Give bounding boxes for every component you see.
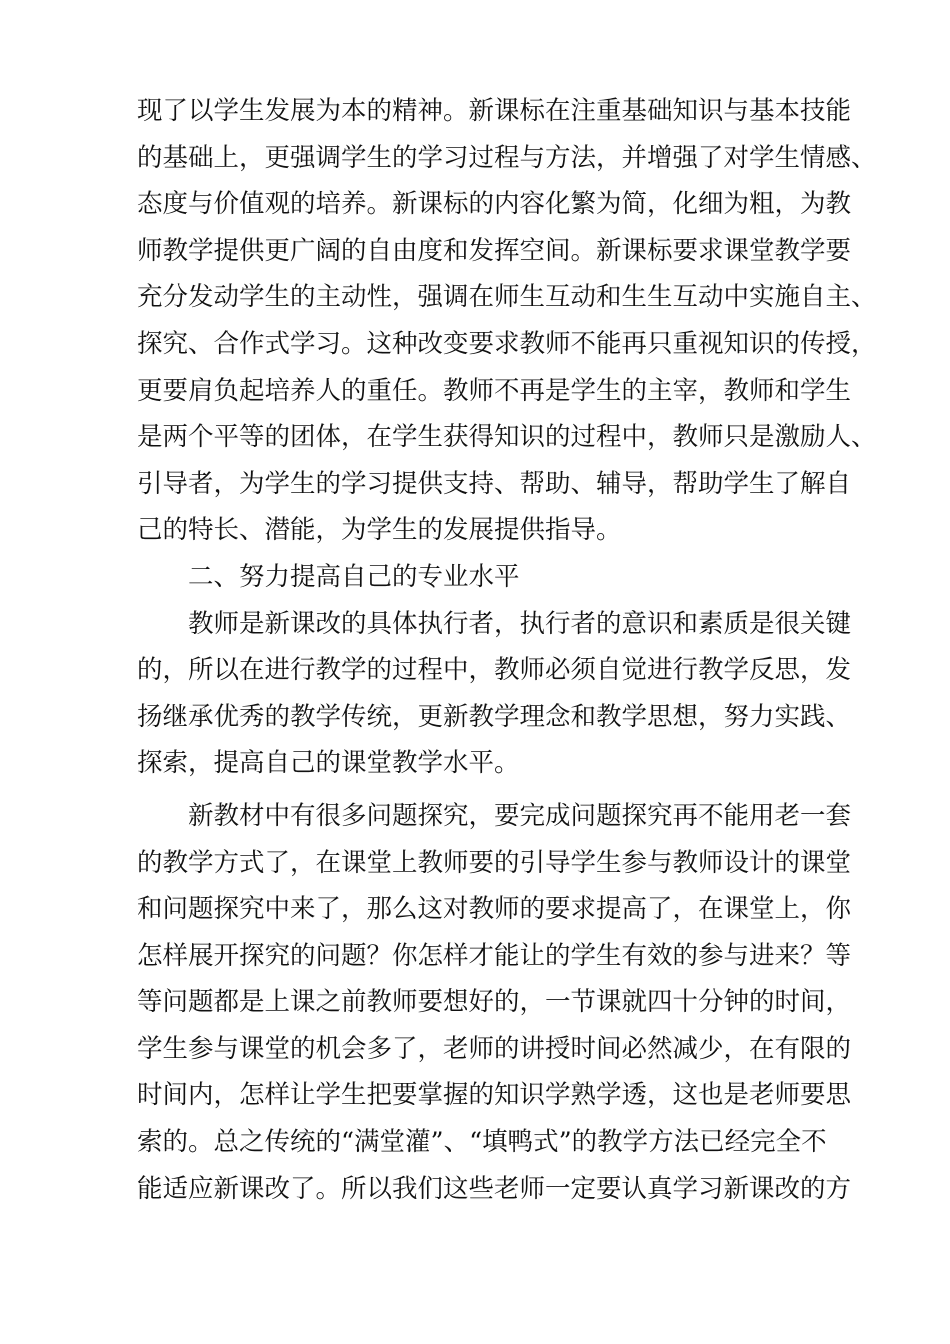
- text-line: 教师是新课改的具体执行者，执行者的意识和素质是很关键: [188, 608, 852, 639]
- text-line: 等问题都是上课之前教师要想好的，一节课就四十分钟的时间，: [137, 987, 852, 1018]
- text-line: 探究、合作式学习。这种改变要求教师不能再只重视知识的传授，: [137, 328, 877, 359]
- paragraph-1: [137, 88, 877, 554]
- text-line: 更要肩负起培养人的重任。教师不再是学生的主宰，教师和学生: [137, 375, 852, 406]
- text-line: 是两个平等的团体，在学生获得知识的过程中，教师只是激励人、: [137, 422, 877, 453]
- text-line: 师教学提供更广阔的自由度和发挥空间。新课标要求课堂教学要: [137, 235, 852, 266]
- text-line: 怎样展开探究的问题？你怎样才能让的学生有效的参与进来？等: [137, 940, 852, 971]
- body-text: [137, 88, 877, 1212]
- text-line: 的，所以在进行教学的过程中，教师必须自觉进行教学反思，发: [137, 655, 852, 686]
- text-line: 探索，提高自己的课堂教学水平。: [137, 748, 520, 779]
- text-line: 充分发动学生的主动性，强调在师生互动和生生互动中实施自主、: [137, 282, 877, 313]
- text-line: 时间内，怎样让学生把要掌握的知识学熟学透，这也是老师要思: [137, 1080, 852, 1111]
- section-heading: [137, 554, 817, 601]
- text-line: 己的特长、潜能，为学生的发展提供指导。: [137, 515, 622, 546]
- text-line: 扬继承优秀的教学传统，更新教学理念和教学思想，努力实践、: [137, 701, 852, 732]
- paragraph-2: [137, 601, 852, 787]
- text-line: 和问题探究中来了，那么这对教师的要求提高了，在课堂上，你: [137, 894, 852, 925]
- text-line: 新教材中有很多问题探究，要完成问题探究再不能用老一套: [188, 800, 852, 831]
- text-line: 引导者，为学生的学习提供支持、帮助、辅导，帮助学生了解自: [137, 468, 852, 499]
- text-line: 现了以学生发展为本的精神。新课标在注重基础知识与基本技能: [137, 96, 852, 126]
- text-line: 态度与价值观的培养。新课标的内容化繁为简，化细为粗，为教: [137, 189, 852, 220]
- text-line: 的基础上，更强调学生的学习过程与方法，并增强了对学生情感、: [137, 142, 877, 173]
- text-line: 的教学方式了，在课堂上教师要的引导学生参与教师设计的课堂: [137, 847, 852, 878]
- heading-text: 二、努力提高自己的专业水平: [188, 561, 520, 592]
- text-line: 学生参与课堂的机会多了，老师的讲授时间必然减少，在有限的: [137, 1033, 852, 1064]
- text-line: 能适应新课改了。所以我们这些老师一定要认真学习新课改的方: [137, 1173, 852, 1204]
- text-line: 索的。总之传统的“满堂灌”、“填鸭式”的教学方法已经完全不: [137, 1127, 827, 1158]
- paragraph-3: [137, 793, 852, 1212]
